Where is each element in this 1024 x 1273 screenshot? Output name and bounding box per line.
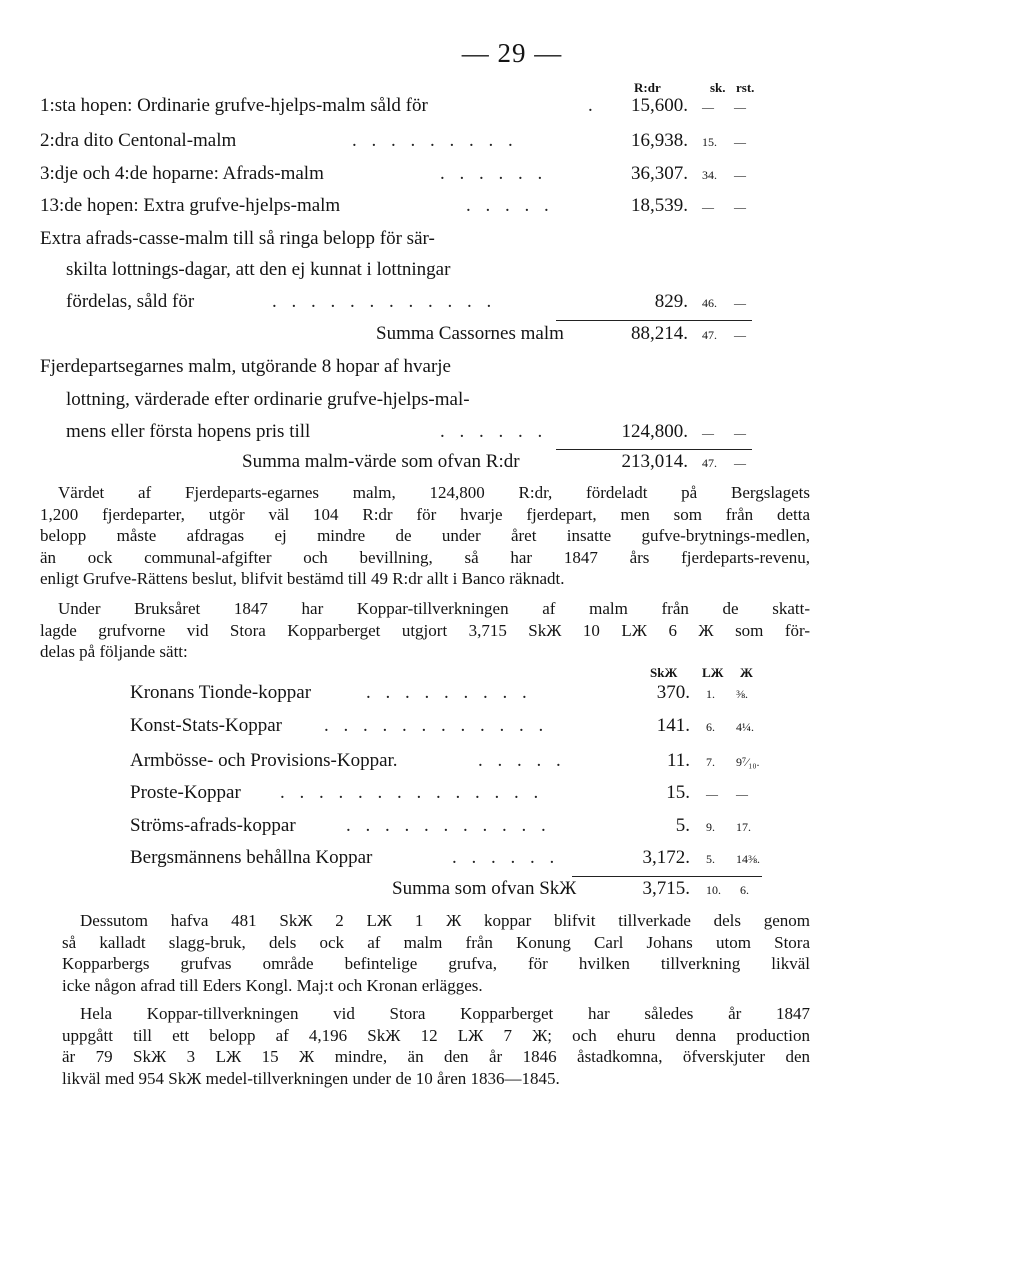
value-lt: 7. xyxy=(706,755,715,769)
value-skt: 5. xyxy=(675,815,690,836)
paragraph-line: 1,200 fjerdeparter, utgör väl 104 R:dr för hvarje fjerdepart, men som från detta xyxy=(40,504,810,524)
table-row xyxy=(0,847,1024,877)
table-row xyxy=(0,95,1024,125)
sum-value-rdr: 213,014. xyxy=(621,451,688,472)
value-lt: — xyxy=(706,787,718,801)
value-t: 17. xyxy=(736,820,751,834)
value-t: 14⅜. xyxy=(736,852,760,866)
text-line: lottning, värderade efter ordinarie grufve-hjelps-mal- xyxy=(66,389,470,410)
paragraph xyxy=(40,482,810,590)
value-rst: — xyxy=(734,296,746,310)
row-label: 3:dje och 4:de hoparne: Afrads-malm xyxy=(40,163,324,184)
text-line: skilta lottnings-dagar, att den ej kunnat i lottningar xyxy=(66,259,451,280)
sum-value-rdr: 88,214. xyxy=(631,323,688,344)
row-label: 1:sta hopen: Ordinarie grufve-hjelps-malm såld för xyxy=(40,95,428,116)
value-rst: — xyxy=(734,200,746,214)
value-rst: — xyxy=(734,426,746,440)
paragraph-line: Dessutom hafva 481 SkЖ 2 LЖ 1 Ж koppar blifvit tillverkade dels genom xyxy=(80,911,810,930)
value-lt: 9. xyxy=(706,820,715,834)
text-line: Fjerdepartsegarnes malm, utgörande 8 hopar af hvarje xyxy=(40,356,451,377)
sum-value-sk: 47. xyxy=(702,328,717,342)
paragraph-line: belopp måste afdragas ej mindre de under året insatte gufve-brytnings-medlen, xyxy=(40,526,810,545)
table-row xyxy=(0,815,1024,845)
row-label: Proste-Koppar xyxy=(130,782,241,803)
value-skt: 141. xyxy=(656,715,690,736)
value-rdr: 829. xyxy=(654,291,688,312)
table-row xyxy=(0,682,1024,712)
paragraph-line: delas på följande sätt: xyxy=(40,642,188,661)
dot-leader: . . . . . . . . . . . . xyxy=(272,291,497,312)
value-rdr: 18,539. xyxy=(631,195,688,216)
dot-leader: . . . . . . . . . xyxy=(352,130,518,151)
sum-value-rst: — xyxy=(734,456,746,470)
row-label: Kronans Tionde-koppar xyxy=(130,682,312,703)
value-t: — xyxy=(736,787,748,801)
paragraph-line: Värdet af Fjerdeparts-egarnes malm, 124,800 R:dr, fördeladt på Bergslagets xyxy=(58,483,810,502)
dot-leader: . . . . . . . . . . . . xyxy=(324,715,549,736)
paragraph-line: Under Bruksåret 1847 har Koppar-tillverkningen af malm från de skatt- xyxy=(58,599,810,618)
sum-rule xyxy=(556,449,752,450)
paragraph xyxy=(40,598,810,663)
column-header-rst: rst. xyxy=(736,80,755,95)
dot-leader: . . . . . . . . . xyxy=(366,682,532,703)
dot-leader: . . . . . xyxy=(478,750,566,771)
row-label: 2:dra dito Centonal-malm xyxy=(40,130,237,151)
page-number: — 29 — xyxy=(461,38,563,68)
value-skt: 3,172. xyxy=(642,847,690,868)
value-t: ⅜. xyxy=(736,687,748,701)
value-rdr: 124,800. xyxy=(621,421,688,442)
dot-leader: . . . . . . xyxy=(452,847,560,868)
row-label: Armbösse- och Provisions-Koppar. xyxy=(130,750,398,771)
sum-value-t: 6. xyxy=(740,883,749,897)
table-row xyxy=(0,130,1024,160)
paragraph-line: är 79 SkЖ 3 LЖ 15 Ж mindre, än den år 1846 åstadkomna, öfverskjuter den xyxy=(62,1047,810,1066)
paragraph-line: Kopparbergs grufvas område befintelige grufva, för hvilken tillverkning likväl xyxy=(62,954,810,973)
value-lt: 6. xyxy=(706,720,715,734)
dot-leader: . . . . . . . . . . . . . . xyxy=(280,782,544,803)
table-row xyxy=(0,291,1024,321)
column-header-sk: sk. xyxy=(710,80,726,95)
value-skt: 11. xyxy=(666,750,690,771)
value-rdr: 16,938. xyxy=(631,130,688,151)
row-label: fördelas, såld för xyxy=(66,291,195,312)
paragraph-line: uppgått till ett belopp af 4,196 SkЖ 12 LЖ 7 Ж; och ehuru denna production xyxy=(62,1025,810,1045)
sum-label: Summa som ofvan SkЖ xyxy=(392,878,577,899)
value-rst: — xyxy=(734,135,746,149)
row-label: mens eller första hopens pris till xyxy=(66,421,311,442)
column-header-rdr: R:dr xyxy=(634,80,661,95)
paragraph-line: så kalladt slagg-bruk, dels ock af malm från Konung Carl Johans utom Stora xyxy=(62,932,810,952)
column-header-skt: SkЖ xyxy=(650,665,678,680)
value-rdr: 15,600. xyxy=(631,95,688,116)
table-row xyxy=(0,421,1024,451)
dot-leader: . . . . . . xyxy=(440,163,548,184)
value-rst: — xyxy=(734,100,746,114)
column-header-t: Ж xyxy=(740,665,753,680)
sum-value-rst: — xyxy=(734,328,746,342)
value-skt: 15. xyxy=(666,782,690,803)
sum-label: Summa Cassornes malm xyxy=(376,323,564,344)
dot-leader: . . . . . . xyxy=(440,421,548,442)
table-row xyxy=(0,750,1024,780)
table-row xyxy=(0,782,1024,812)
value-sk: — xyxy=(702,100,714,114)
row-label: Bergsmännens behållna Koppar xyxy=(130,847,373,868)
row-label: 13:de hopen: Extra grufve-hjelps-malm xyxy=(40,195,341,216)
paragraph xyxy=(62,1003,810,1089)
table-row xyxy=(0,163,1024,193)
value-sk: 46. xyxy=(702,296,717,310)
value-t: 9⁷⁄₁₀. xyxy=(736,755,760,769)
sum-value-sk: 47. xyxy=(702,456,717,470)
dot-leader: . . . . . . . . . . . xyxy=(346,815,551,836)
sum-rule xyxy=(572,876,762,877)
value-rst: — xyxy=(734,168,746,182)
paragraph-line: än ock communal-afgifter och bevillning, så har 1847 års fjerdeparts-revenu, xyxy=(40,547,810,567)
sum-rule xyxy=(556,320,752,321)
row-label: Ströms-afrads-koppar xyxy=(130,815,296,836)
sum-value-lt: 10. xyxy=(706,883,721,897)
table-row xyxy=(0,195,1024,225)
sum-label: Summa malm-värde som ofvan R:dr xyxy=(242,451,520,472)
value-lt: 1. xyxy=(706,687,715,701)
value-rdr: 36,307. xyxy=(631,163,688,184)
value-skt: 370. xyxy=(656,682,690,703)
text-line: Extra afrads-casse-malm till så ringa belopp för sär- xyxy=(40,228,435,249)
paragraph-line: likväl med 954 SkЖ medel-tillverkningen under de 10 åren 1836—1845. xyxy=(62,1068,560,1088)
sum-value-skt: 3,715. xyxy=(642,878,690,899)
value-sk: 34. xyxy=(702,168,717,182)
sum-row xyxy=(0,451,1024,481)
sum-row xyxy=(0,878,1024,908)
paragraph xyxy=(62,910,810,996)
paragraph-line: lagde grufvorne vid Stora Kopparberget utgjort 3,715 SkЖ 10 LЖ 6 Ж som för- xyxy=(40,620,810,640)
paragraph-line: icke någon afrad till Eders Kongl. Maj:t och Kronan erlägges. xyxy=(62,975,483,995)
value-lt: 5. xyxy=(706,852,715,866)
value-sk: — xyxy=(702,200,714,214)
value-sk: 15. xyxy=(702,135,717,149)
value-t: 4¼. xyxy=(736,720,754,734)
column-header-lt: LЖ xyxy=(702,665,724,680)
dot-leader: . . . . . xyxy=(466,195,554,216)
row-label: Konst-Stats-Koppar xyxy=(130,715,282,736)
paragraph-line: enligt Grufve-Rättens beslut, blifvit bestämd till 49 R:dr allt i Banco räknadt. xyxy=(40,569,565,588)
dot-leader: . xyxy=(588,95,598,116)
sum-row xyxy=(0,323,1024,353)
paragraph-line: Hela Koppar-tillverkningen vid Stora Kopparberget har således år 1847 xyxy=(80,1004,810,1023)
table-row xyxy=(0,715,1024,745)
value-sk: — xyxy=(702,426,714,440)
